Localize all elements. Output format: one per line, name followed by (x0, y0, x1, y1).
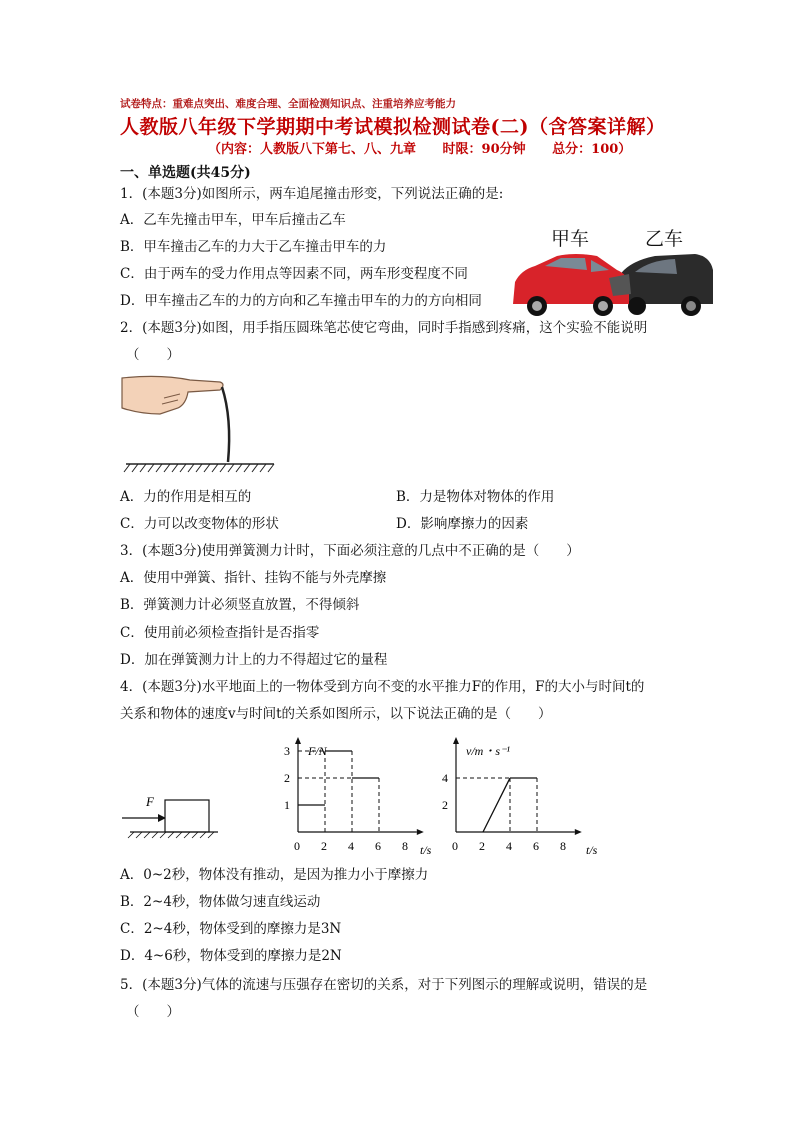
question-3-option-d: D．加在弹簧测力计上的力不得超过它的量程 (120, 652, 388, 668)
question-1-option-d: D．甲车撞击乙车的力的方向和乙车撞击甲车的力的方向相同 (120, 293, 482, 309)
car-label-yi: 乙车 (645, 228, 684, 250)
question-1-stem: 1．(本题3分)如图所示，两车追尾撞击形变，下列说法正确的是: (120, 186, 504, 202)
car-crash-illustration (505, 222, 715, 317)
question-1-option-a: A．乙车先撞击甲车，甲车后撞击乙车 (120, 212, 346, 228)
section-title: 一、单选题(共45分) (120, 165, 251, 181)
question-2-option-a: A．力的作用是相互的 (120, 489, 252, 505)
x-tick-label: 4 (348, 839, 354, 853)
force-time-graph (280, 735, 440, 860)
question-2-bracket: （ ） (126, 347, 180, 363)
question-5-bracket: （ ） (126, 1004, 180, 1020)
x-tick-label: 6 (533, 839, 539, 853)
force-label: F (146, 794, 154, 809)
question-2-option-b: B．力是物体对物体的作用 (396, 489, 555, 505)
y-tick-label: 1 (284, 798, 290, 812)
x-axis-arrow (417, 829, 424, 835)
question-3-option-b: B．弹簧测力计必须竖直放置，不得倾斜 (120, 597, 360, 613)
velocity-time-graph (438, 735, 608, 860)
question-1-option-b: B．甲车撞击乙车的力大于乙车撞击甲车的力 (120, 239, 387, 255)
question-4-option-b: B．2~4秒，物体做匀速直线运动 (120, 894, 321, 910)
question-2-stem: 2．(本题3分)如图，用手指压圆珠笔芯使它弯曲，同时手指感到疼痛，这个实验不能说明 (120, 320, 648, 336)
paper-title: 人教版八年级下学期期中考试模拟检测试卷(二)（含答案详解） (120, 116, 666, 138)
question-1-option-c: C．由于两车的受力作用点等因素不同，两车形变程度不同 (120, 266, 468, 282)
question-3-stem: 3．(本题3分)使用弹簧测力计时，下面必须注意的几点中不正确的是（ ） (120, 543, 580, 559)
paper-feature-line: 试卷特点：重难点突出、难度合理、全面检测知识点、注重培养应考能力 (120, 98, 456, 110)
force-graph-ylabel: F/N (308, 744, 327, 758)
question-3-option-c: C．使用前必须检查指针是否指零 (120, 625, 320, 641)
y-tick-label: 4 (442, 771, 448, 785)
x-tick-label: 2 (479, 839, 485, 853)
question-4-option-a: A．0~2秒，物体没有推动，是因为推力小于摩擦力 (120, 867, 429, 883)
x-axis-arrow (575, 829, 582, 835)
velocity-graph-xlabel: t/s (586, 843, 598, 857)
x-tick-label: 2 (321, 839, 327, 853)
question-2-option-c: C．力可以改变物体的形状 (120, 516, 279, 532)
car-label-jia: 甲车 (551, 228, 590, 250)
question-2-option-d: D．影响摩擦力的因素 (396, 516, 529, 532)
force-graph-xlabel: t/s (420, 843, 432, 857)
y-tick-label: 2 (442, 798, 448, 812)
x-tick-label: 4 (506, 839, 512, 853)
y-axis-arrow (295, 737, 301, 744)
series-segment (483, 778, 510, 832)
x-tick-label: 8 (402, 839, 408, 853)
velocity-graph-ylabel: v/m・s⁻¹ (466, 744, 510, 758)
meta-time: 时限：90分钟 (442, 142, 526, 157)
x-tick-label: 6 (375, 839, 381, 853)
finger-pen-illustration (120, 368, 280, 478)
y-axis-arrow (453, 737, 459, 744)
car-crash-figure (505, 222, 715, 317)
x-tick-label: 0 (452, 839, 458, 853)
question-5-stem: 5．(本题3分)气体的流速与压强存在密切的关系，对于下列图示的理解或说明，错误的是 (120, 977, 648, 993)
x-tick-label: 0 (294, 839, 300, 853)
block-figure (120, 790, 220, 840)
question-3-option-a: A．使用中弹簧、指针、挂钩不能与外壳摩擦 (120, 570, 387, 586)
paper-meta (208, 138, 653, 157)
y-tick-label: 2 (284, 771, 290, 785)
meta-content: （内容：人教版八下第七、八、九章 (208, 142, 417, 157)
question-4-stem: 4．(本题3分)水平地面上的一物体受到方向不变的水平推力F的作用，F的大小与时间t的 (120, 679, 645, 695)
y-tick-label: 3 (284, 744, 290, 758)
question-4-stem-line2: 关系和物体的速度v与时间t的关系如图所示，以下说法正确的是（ ） (120, 706, 552, 722)
question-4-option-d: D．4~6秒，物体受到的摩擦力是2N (120, 948, 342, 964)
finger-pen-figure (120, 368, 280, 478)
x-tick-label: 8 (560, 839, 566, 853)
meta-score: 总分：100） (552, 142, 632, 157)
question-4-option-c: C．2~4秒，物体受到的摩擦力是3N (120, 921, 342, 937)
